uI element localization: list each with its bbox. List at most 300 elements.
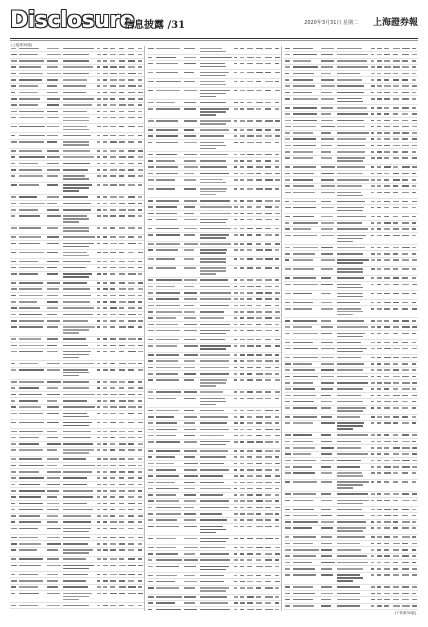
table-cell — [11, 314, 16, 316]
table-cell — [103, 175, 107, 177]
table-cell — [371, 605, 374, 607]
table-cell — [240, 587, 245, 589]
table-cell — [200, 513, 222, 515]
table-cell — [293, 549, 319, 551]
table-cell — [393, 201, 399, 203]
table-cell — [200, 450, 228, 452]
table-cell — [371, 500, 374, 502]
table-cell — [63, 490, 93, 492]
table-cell — [377, 447, 382, 449]
table-cell — [63, 215, 87, 217]
table-cell — [285, 92, 290, 94]
table-cell — [110, 326, 115, 328]
table-cell — [110, 66, 117, 68]
table-row — [284, 346, 418, 355]
table-row — [10, 226, 144, 235]
table-cell — [275, 494, 279, 496]
table-cell — [128, 320, 136, 322]
table-cell — [321, 472, 332, 474]
table-cell — [393, 574, 399, 576]
table-cell — [47, 558, 59, 560]
table-cell — [184, 553, 195, 555]
table-cell — [377, 308, 382, 310]
table-cell — [412, 132, 417, 134]
table-cell — [138, 406, 142, 408]
table-cell — [321, 138, 334, 140]
table-cell — [384, 79, 389, 81]
table-cell — [275, 602, 279, 604]
table-cell — [200, 279, 228, 281]
table-cell — [119, 295, 125, 297]
table-cell — [234, 267, 237, 269]
table-cell — [63, 471, 92, 473]
table-cell — [47, 477, 60, 479]
table-cell — [184, 609, 197, 611]
table-cell — [285, 126, 291, 128]
table-cell — [265, 339, 271, 341]
table-cell — [200, 333, 226, 334]
table-cell — [63, 209, 91, 211]
table-cell — [337, 543, 360, 545]
table-cell — [265, 154, 272, 156]
table-cell — [377, 120, 381, 122]
table-cell — [148, 200, 153, 202]
table-cell — [138, 135, 142, 137]
table-cell — [97, 267, 100, 269]
table-cell — [19, 558, 43, 560]
table-cell — [97, 169, 100, 171]
table-cell — [63, 332, 79, 333]
table-cell — [337, 586, 360, 588]
table-cell — [402, 277, 408, 279]
table-cell — [184, 575, 195, 577]
table-cell — [128, 267, 134, 269]
table-cell — [128, 580, 134, 582]
table-cell — [47, 301, 58, 303]
table-cell — [285, 192, 291, 194]
table-cell — [47, 543, 61, 545]
table-row — [10, 609, 144, 611]
table-cell — [321, 460, 334, 462]
table-cell — [110, 184, 117, 186]
table-cell — [293, 493, 316, 495]
table-cell — [285, 216, 290, 218]
table-cell — [234, 450, 237, 452]
table-cell — [337, 314, 353, 315]
table-row — [284, 156, 418, 165]
table-cell — [293, 54, 317, 56]
table-cell — [275, 559, 279, 561]
table-cell — [103, 422, 107, 424]
table-cell — [97, 369, 100, 371]
table-cell — [371, 441, 375, 443]
table-cell — [402, 207, 408, 209]
table-row — [147, 536, 281, 545]
table-cell — [275, 166, 279, 168]
table-cell — [19, 79, 42, 81]
table-cell — [275, 587, 279, 589]
table-cell — [11, 261, 16, 263]
table-cell — [240, 129, 244, 131]
table-cell — [234, 581, 237, 583]
table-cell — [200, 48, 222, 49]
table-cell — [371, 228, 374, 230]
table-cell — [19, 169, 42, 171]
table-cell — [240, 469, 244, 471]
table-cell — [128, 593, 136, 595]
table-cell — [256, 553, 261, 555]
table-cell — [110, 413, 116, 415]
table-cell — [47, 528, 61, 530]
table-cell — [371, 493, 375, 495]
table-cell — [63, 593, 92, 595]
table-cell — [293, 138, 316, 140]
table-cell — [247, 154, 254, 156]
table-cell — [234, 228, 237, 230]
table-cell — [19, 345, 44, 347]
table-cell — [11, 443, 16, 445]
table-cell — [285, 472, 291, 474]
table-cell — [128, 135, 134, 137]
table-cell — [184, 373, 196, 375]
table-cell — [19, 301, 37, 303]
table-cell — [11, 288, 17, 290]
table-cell — [256, 160, 261, 162]
table-cell — [19, 135, 45, 137]
table-cell — [285, 320, 290, 322]
table-cell — [384, 382, 391, 384]
table-cell — [377, 549, 381, 551]
table-cell — [200, 93, 226, 94]
table-cell — [293, 401, 314, 403]
table-cell — [412, 493, 417, 495]
table-row — [284, 258, 418, 267]
table-cell — [384, 342, 390, 344]
header-rule-thin — [10, 40, 418, 41]
table-cell — [97, 104, 101, 106]
table-cell — [234, 108, 238, 110]
disclosure-table — [10, 46, 418, 611]
table-cell — [156, 317, 176, 319]
table-cell — [393, 216, 398, 218]
table-cell — [240, 416, 244, 418]
table-cell — [384, 326, 390, 328]
table-cell — [184, 482, 195, 484]
table-cell — [337, 66, 368, 68]
table-cell — [128, 98, 135, 100]
table-cell — [337, 253, 363, 255]
table-cell — [321, 66, 333, 68]
table-cell — [384, 333, 389, 335]
table-cell — [412, 395, 417, 397]
table-cell — [47, 209, 59, 211]
table-cell — [184, 102, 196, 104]
table-cell — [402, 326, 410, 328]
table-cell — [265, 200, 273, 202]
table-cell — [321, 201, 331, 203]
table-cell — [110, 586, 115, 588]
table-cell — [138, 381, 142, 383]
table-cell — [200, 532, 216, 533]
table-cell — [110, 565, 116, 567]
table-cell — [148, 547, 154, 549]
table-cell — [148, 450, 153, 452]
table-row — [284, 498, 418, 507]
table-cell — [247, 354, 254, 356]
table-cell — [119, 261, 125, 263]
table-cell — [110, 558, 117, 560]
table-cell — [293, 284, 318, 286]
table-cell — [321, 527, 333, 529]
table-cell — [200, 444, 226, 445]
table-cell — [337, 195, 363, 196]
table-cell — [11, 490, 16, 492]
table-cell — [371, 363, 374, 365]
table-cell — [119, 394, 125, 396]
table-cell — [412, 126, 417, 128]
table-cell — [11, 163, 15, 165]
table-cell — [11, 196, 16, 198]
table-cell — [337, 425, 363, 426]
table-cell — [265, 219, 272, 221]
table-cell — [19, 117, 44, 119]
table-cell — [19, 387, 39, 389]
table-cell — [156, 575, 177, 577]
table-cell — [265, 57, 272, 59]
table-cell — [119, 203, 125, 205]
table-cell — [200, 160, 226, 162]
table-cell — [19, 528, 38, 530]
table-cell — [240, 292, 244, 294]
table-cell — [200, 142, 224, 144]
table-cell — [138, 543, 142, 545]
table-cell — [47, 387, 58, 389]
table-cell — [412, 521, 416, 523]
table-cell — [11, 150, 16, 152]
table-cell — [384, 447, 389, 449]
table-cell — [337, 145, 365, 147]
table-cell — [256, 410, 261, 412]
table-cell — [256, 258, 263, 260]
table-cell — [412, 185, 416, 187]
table-cell — [47, 503, 59, 505]
table-cell — [184, 379, 194, 381]
table-cell — [200, 379, 227, 381]
table-cell — [285, 460, 291, 462]
table-cell — [97, 282, 100, 284]
table-cell — [256, 206, 261, 208]
table-cell — [393, 549, 399, 551]
table-cell — [103, 54, 107, 56]
table-cell — [275, 507, 280, 509]
table-cell — [119, 156, 126, 158]
table-cell — [119, 184, 125, 186]
table-cell — [384, 562, 390, 564]
table-row — [284, 331, 418, 340]
table-cell — [119, 48, 124, 50]
table-row — [147, 266, 281, 278]
table-cell — [384, 222, 391, 224]
table-cell — [412, 145, 417, 147]
table-cell — [184, 475, 198, 477]
table-cell — [337, 222, 362, 224]
table-cell — [11, 338, 16, 340]
table-cell — [19, 54, 38, 56]
table-cell — [247, 526, 252, 528]
table-cell — [337, 113, 368, 115]
table-cell — [11, 496, 16, 498]
table-cell — [393, 277, 399, 279]
table-cell — [321, 253, 333, 255]
table-cell — [275, 450, 280, 452]
table-cell — [156, 360, 178, 362]
table-cell — [200, 270, 226, 271]
table-cell — [156, 286, 175, 288]
table-cell — [402, 574, 409, 576]
table-cell — [321, 536, 332, 538]
table-cell — [156, 463, 174, 465]
table-cell — [265, 475, 271, 477]
table-cell — [128, 509, 134, 511]
table-cell — [402, 493, 409, 495]
table-cell — [128, 351, 136, 353]
table-cell — [148, 188, 154, 190]
table-cell — [337, 92, 364, 94]
table-cell — [63, 465, 95, 467]
table-cell — [240, 179, 244, 181]
table-cell — [128, 282, 135, 284]
table-cell — [393, 228, 399, 230]
table-cell — [63, 515, 91, 517]
table-cell — [97, 243, 100, 245]
table-row — [284, 282, 418, 291]
table-cell — [412, 320, 416, 322]
table-cell — [119, 98, 125, 100]
table-cell — [128, 104, 134, 106]
table-cell — [19, 605, 38, 607]
table-cell — [200, 84, 226, 85]
table-cell — [393, 145, 400, 147]
table-cell — [138, 369, 143, 371]
table-cell — [285, 441, 290, 443]
table-cell — [97, 92, 100, 94]
table-cell — [265, 173, 272, 175]
table-cell — [247, 581, 253, 583]
table-cell — [148, 317, 153, 319]
table-cell — [337, 503, 363, 504]
table-cell — [47, 79, 58, 81]
table-cell — [275, 429, 280, 431]
table-cell — [184, 513, 196, 515]
table-cell — [156, 249, 178, 251]
table-cell — [110, 345, 116, 347]
table-cell — [384, 228, 390, 230]
table-cell — [103, 135, 108, 137]
table-cell — [377, 441, 381, 443]
table-cell — [337, 580, 353, 581]
table-cell — [265, 228, 271, 230]
table-cell — [128, 528, 134, 530]
table-cell — [19, 394, 42, 396]
table-cell — [97, 449, 100, 451]
table-cell — [47, 203, 57, 205]
table-cell — [47, 252, 58, 254]
table-cell — [200, 267, 226, 269]
table-cell — [103, 537, 107, 539]
table-cell — [321, 60, 334, 62]
table-cell — [19, 307, 40, 309]
table-cell — [371, 207, 374, 209]
table-cell — [156, 526, 179, 528]
table-cell — [103, 273, 107, 275]
table-cell — [337, 238, 363, 239]
table-cell — [265, 463, 272, 465]
table-cell — [97, 163, 100, 165]
table-cell — [377, 253, 381, 255]
table-cell — [384, 549, 389, 551]
table-cell — [293, 157, 313, 159]
table-cell — [240, 429, 244, 431]
table-cell — [285, 277, 290, 279]
table-cell — [247, 609, 254, 611]
table-cell — [412, 407, 416, 409]
table-cell — [63, 230, 89, 231]
table-cell — [285, 586, 290, 588]
table-cell — [371, 173, 374, 175]
table-cell — [412, 509, 416, 511]
table-cell — [256, 330, 262, 332]
table-cell — [110, 515, 115, 517]
table-cell — [234, 360, 237, 362]
table-cell — [275, 330, 279, 332]
table-row — [284, 573, 418, 585]
table-cell — [110, 363, 115, 365]
table-cell — [110, 400, 115, 402]
table-cell — [119, 273, 125, 275]
table-cell — [19, 163, 38, 165]
table-cell — [47, 196, 59, 198]
table-cell — [200, 429, 229, 431]
table-cell — [19, 521, 41, 523]
table-cell — [384, 521, 391, 523]
table-cell — [19, 580, 43, 582]
table-cell — [393, 247, 399, 249]
table-cell — [156, 48, 180, 50]
table-cell — [402, 416, 408, 418]
table-cell — [184, 228, 197, 230]
table-cell — [265, 609, 273, 611]
table-cell — [275, 553, 280, 555]
table-cell — [371, 222, 374, 224]
table-cell — [285, 302, 290, 304]
table-cell — [240, 81, 244, 83]
table-cell — [128, 458, 134, 460]
table-cell — [412, 107, 416, 109]
table-cell — [234, 160, 238, 162]
table-cell — [285, 536, 289, 538]
table-cell — [138, 574, 142, 576]
table-cell — [138, 196, 142, 198]
table-cell — [285, 228, 290, 230]
table-cell — [156, 81, 181, 83]
table-cell — [200, 569, 226, 570]
table-cell — [402, 382, 410, 384]
table-cell — [265, 500, 272, 502]
table-cell — [11, 54, 17, 56]
table-cell — [337, 428, 353, 429]
table-cell — [234, 339, 237, 341]
table-cell — [293, 73, 314, 75]
